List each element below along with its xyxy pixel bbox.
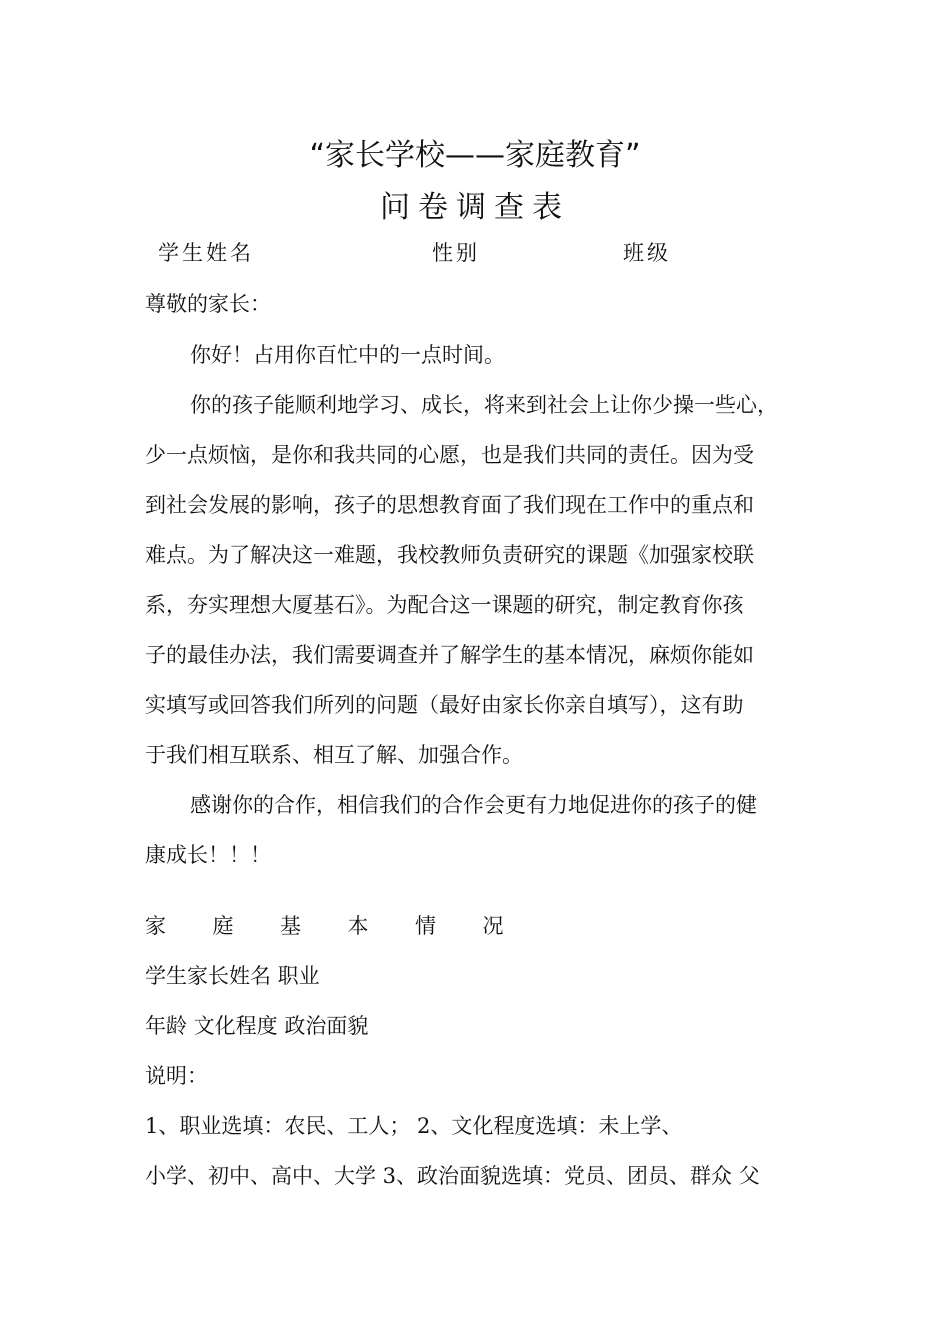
heading-char: 况	[482, 914, 504, 938]
body-line: 实填写或回答我们所列的问题（最好由家长你亲自填写），这有助	[145, 693, 744, 717]
age-info-line: 年龄 文化程度 政治面貌	[145, 1014, 369, 1038]
note-line: 小学、初中、高中、大学 3、政治面貌选填：党员、团员、群众 父	[145, 1164, 760, 1188]
doc-title: “家长学校——家庭教育”	[309, 138, 641, 173]
body-line: 难点。为了解决这一难题，我校教师负责研究的课题《加强家校联	[145, 543, 754, 567]
note-line: 1、职业选填：农民、工人； 2、文化程度选填：未上学、	[145, 1114, 683, 1138]
class-label: 班级	[623, 241, 671, 265]
heading-char: 本	[347, 914, 369, 938]
body-line: 子的最佳办法，我们需要调查并了解学生的基本情况，麻烦你能如	[145, 643, 754, 667]
body-line: 少一点烦恼，是你和我共同的心愿，也是我们共同的责任。因为受	[145, 443, 754, 467]
heading-char: 情	[415, 914, 436, 938]
heading-char: 家	[145, 914, 166, 938]
note-label: 说明：	[145, 1064, 208, 1088]
greeting: 你好！占用你百忙中的一点时间。	[190, 343, 505, 367]
heading-char: 基	[280, 914, 301, 938]
thanks-line: 感谢你的合作，相信我们的合作会更有力地促进你的孩子的健	[190, 793, 757, 817]
body-line: 到社会发展的影响，孩子的思想教育面了我们现在工作中的重点和	[145, 493, 754, 517]
heading-char: 庭	[212, 914, 234, 938]
family-section-heading	[145, 910, 550, 940]
parent-info-line: 学生家长姓名 职业	[145, 964, 320, 988]
doc-subtitle: 问卷调查表	[380, 190, 570, 225]
gender-label: 性别	[432, 241, 480, 265]
body-line: 于我们相互联系、相互了解、加强合作。	[145, 743, 523, 767]
salutation: 尊敬的家长：	[145, 292, 271, 316]
thanks-line: 康成长！！！	[145, 843, 271, 867]
body-line: 你的孩子能顺利地学习、成长，将来到社会上让你少操一些心，	[190, 393, 778, 417]
student-name-label: 学生姓名	[158, 241, 254, 265]
body-line: 系，夯实理想大厦基石》。为配合这一课题的研究，制定教育你孩	[145, 593, 744, 617]
